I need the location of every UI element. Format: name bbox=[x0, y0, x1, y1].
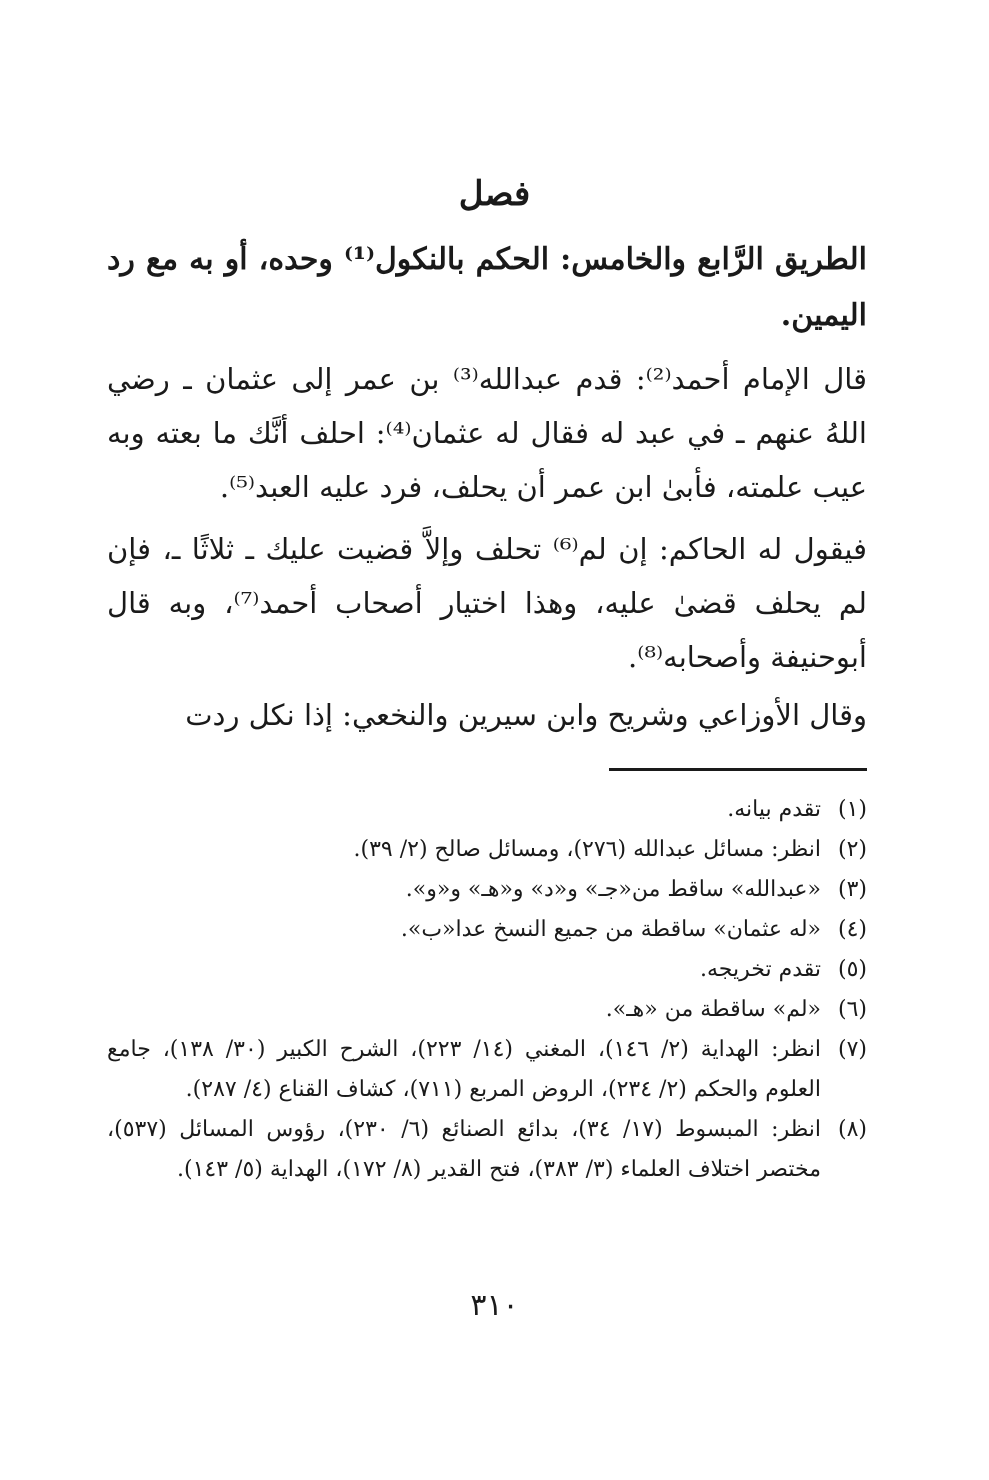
footnote-text: انظر: المبسوط (١٧/ ٣٤)، بدائع الصنائع (٦/ ٢٣٠)، رؤوس المسائل (٥٣٧)، مختصر اختلاف العلماء (٣/ ٣٨٣)، فتح القدير (٨/ ١٧٢)، الهداية (٥/ ١٤٣). bbox=[107, 1117, 821, 1182]
footnote-text: «له عثمان» ساقطة من جميع النسخ عدا«ب». bbox=[400, 917, 821, 942]
footnote-6 bbox=[107, 990, 867, 1030]
footnote-separator bbox=[609, 768, 867, 771]
section-title: فصل bbox=[458, 174, 531, 214]
footnote-text: «عبدالله» ساقط من«جـ» و«د» و«هـ» و«و». bbox=[405, 877, 821, 902]
paragraph-3: وقال الأوزاعي وشريح وابن سيرين والنخعي: إذا نكل ردت bbox=[185, 698, 867, 732]
footnote-number: (١) bbox=[837, 797, 867, 822]
footnote-number: (٦) bbox=[837, 997, 867, 1022]
footnote-1 bbox=[107, 790, 867, 830]
footnote-4 bbox=[107, 910, 867, 950]
footnote-text: تقدم بيانه. bbox=[727, 797, 821, 822]
footnote-text: تقدم تخريجه. bbox=[700, 957, 821, 982]
footnote-3 bbox=[107, 870, 867, 910]
footnote-text: انظر: الهداية (٢/ ١٤٦)، المغني (١٤/ ٢٢٣)، الشرح الكبير (٣٠/ ١٣٨)، جامع العلوم والحكم (٢/ ٢٣٤)، الروض المربع (٧١١)، كشاف القناع (٤/ ٢٨٧). bbox=[107, 1037, 822, 1102]
footnote-2 bbox=[107, 830, 867, 870]
footnote-text: انظر: مسائل عبدالله (٢٧٦)، ومسائل صالح (٢/ ٣٩). bbox=[353, 837, 821, 862]
footnote-number: (٤) bbox=[837, 917, 867, 942]
section-heading: الطريق الرَّابع والخامس: الحكم بالنكول⁽¹⁾ وحده، أو به مع رد اليمين. bbox=[107, 242, 867, 333]
page-number: ٣١٠ bbox=[470, 1288, 519, 1323]
footnote-number: (٥) bbox=[837, 957, 867, 982]
footnote-number: (٢) bbox=[837, 837, 867, 862]
footnote-text: «لم» ساقطة من «هـ». bbox=[605, 997, 821, 1022]
footnote-7 bbox=[107, 1030, 867, 1110]
footnotes-list bbox=[107, 790, 867, 1190]
footnote-number: (٧) bbox=[837, 1037, 867, 1062]
footnote-number: (٨) bbox=[837, 1117, 867, 1142]
footnote-5 bbox=[107, 950, 867, 990]
footnote-8 bbox=[107, 1110, 867, 1190]
footnote-number: (٣) bbox=[837, 877, 867, 902]
paragraph-2: فيقول له الحاكم: إن لم⁽⁶⁾ تحلف وإلاَّ قضيت عليك ـ ثلاثًا ـ، فإن لم يحلف قضىٰ عليه، وهذا اختيار أصحاب أحمد⁽⁷⁾، وبه قال أبوحنيفة وأصحابه⁽⁸⁾. bbox=[107, 532, 867, 674]
paragraph-1: قال الإمام أحمد⁽²⁾: قدم عبدالله⁽³⁾ بن عمر إلى عثمان ـ رضي اللهُ عنهم ـ في عبد له فقال له عثمان⁽⁴⁾: احلف أنَّك ما بعته وبه عيب علمته، فأبىٰ ابن عمر أن يحلف، فرد عليه العبد⁽⁵⁾. bbox=[107, 362, 867, 504]
